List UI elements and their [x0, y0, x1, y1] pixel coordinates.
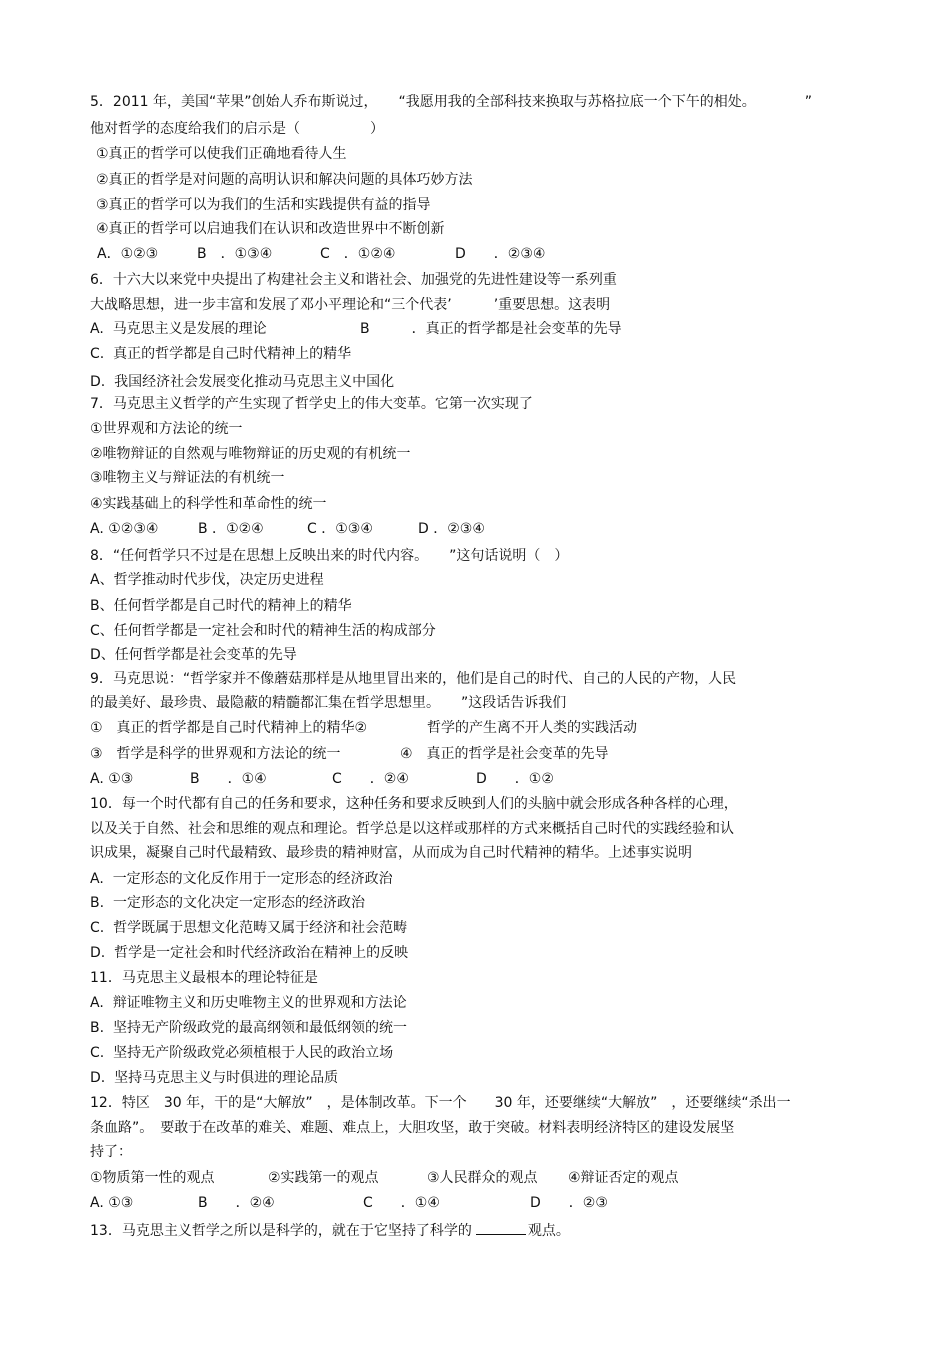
q9-statement-4: ④ 真正的哲学是社会变革的先导 — [400, 746, 609, 762]
option-label: A. — [90, 995, 104, 1011]
option-text: 辩证唯物主义和历史唯物主义的世界观和方法论 — [112, 995, 407, 1011]
option-text: ①③ — [108, 771, 134, 787]
option-label: C. — [90, 1045, 105, 1061]
option-label: C ． — [363, 1195, 415, 1211]
option-label: A． — [97, 246, 121, 262]
option-label: B ． — [360, 321, 426, 337]
option-text: 哲学是一定社会和时代经济政治在精神上的反映 — [114, 945, 409, 961]
option-text: 马克思主义是发展的理论 — [112, 321, 267, 337]
q5-option-a — [97, 245, 158, 263]
option-text: ①③④ — [335, 521, 373, 537]
q6-option-b — [360, 320, 622, 338]
option-label: A. — [90, 521, 104, 537]
option-text: ②④ — [383, 771, 409, 787]
q10-choice-a — [90, 870, 393, 888]
option-text: ①④ — [241, 771, 267, 787]
option-label: D ． — [455, 246, 508, 262]
option-label: C ． — [307, 521, 336, 537]
option-label: C ． — [332, 771, 384, 787]
q9-stem-line-1: 9．马克思说：“哲学家并不像蘑菇那样是从地里冒出来的，他们是自己的时代、自己的人民的产物，人民 — [90, 671, 737, 687]
q9-option-d — [476, 770, 554, 788]
q6-stem-line-2: 大战略思想，进一步丰富和发展了邓小平理论和“三个代表’ ’重要思想。这表明 — [90, 297, 611, 313]
option-text: ②③④ — [447, 521, 485, 537]
q5-statement-4: ④真正的哲学可以启迪我们在认识和改造世界中不断创新 — [96, 221, 445, 237]
q12-option-d — [530, 1194, 608, 1212]
q10-stem-line-2: 以及关于自然、社会和思维的观点和理论。哲学总是以这样或那样的方式来概括自己时代的实践经验和认 — [90, 821, 734, 837]
q12-option-a — [90, 1194, 133, 1212]
option-label: C. — [90, 920, 105, 936]
option-text: 坚持无产阶级政党必须植根于人民的政治立场 — [113, 1045, 394, 1061]
q12-statement-2: ②实践第一的观点 — [268, 1170, 379, 1186]
q8-choice-b: B、任何哲学都是自己时代的精神上的精华 — [90, 598, 352, 614]
q9-option-c — [332, 770, 409, 788]
option-label: A. — [90, 1195, 104, 1211]
option-text: ②③ — [582, 1195, 608, 1211]
option-label: B. — [90, 1020, 105, 1036]
q9-statement-3: ③ 哲学是科学的世界观和方法论的统一 — [90, 746, 341, 762]
answer-blank[interactable] — [476, 1220, 526, 1235]
q5-statement-2: ②真正的哲学是对问题的高明认识和解决问题的具体巧妙方法 — [96, 172, 473, 188]
q11-choice-a — [90, 994, 407, 1012]
option-text: ①④ — [414, 1195, 440, 1211]
q10-choice-b — [90, 894, 365, 912]
option-label: D. — [90, 374, 106, 390]
q9-statement-2: 哲学的产生离不开人类的实践活动 — [427, 720, 637, 736]
q7-option-d — [418, 520, 485, 538]
option-text: ①②④ — [226, 521, 264, 537]
option-text: ①③ — [108, 1195, 134, 1211]
q8-stem-line-1: 8．“任何哲学只不过是在思想上反映出来的时代内容。 ”这句话说明（ ） — [90, 548, 569, 564]
option-label: D. — [90, 1070, 106, 1086]
q11-choice-c — [90, 1044, 393, 1062]
q9-option-b — [190, 770, 267, 788]
option-label: C. — [90, 346, 105, 362]
q7-statement-4: ④实践基础上的科学性和革命性的统一 — [90, 496, 327, 512]
option-label: B. — [90, 895, 105, 911]
q11-choice-b — [90, 1019, 407, 1037]
q8-choice-a: A、哲学推动时代步伐，决定历史进程 — [90, 572, 324, 588]
q5-stem-line-1: 5．2011 年，美国“苹果”创始人乔布斯说过， “我愿用我的全部科技来换取与苏格拉底一个下午的相处。 ” — [90, 94, 812, 110]
q7-stem-line-1: 7．马克思主义哲学的产生实现了哲学史上的伟大变革。它第一次实现了 — [90, 396, 533, 412]
q12-option-c — [363, 1194, 440, 1212]
option-label: D ． — [418, 521, 448, 537]
q12-stem-line-3: 持了： — [90, 1144, 132, 1160]
option-label: A. — [90, 871, 104, 887]
option-label: B ． — [198, 521, 227, 537]
q12-statement-4: ④辩证否定的观点 — [568, 1170, 679, 1186]
q10-stem-line-3: 识成果，凝聚自己时代最精致、最珍贵的精神财富，从而成为自己时代精神的精华。上述事实说明 — [90, 845, 692, 861]
option-label: D. — [90, 945, 106, 961]
q6-option-d — [90, 373, 394, 391]
option-text: 坚持马克思主义与时俱进的理论品质 — [114, 1070, 339, 1086]
q5-statement-3: ③真正的哲学可以为我们的生活和实践提供有益的指导 — [96, 197, 431, 213]
q10-stem-line-1: 10．每一个时代都有自己的任务和要求，这种任务和要求反映到人们的头脑中就会形成各种各样的心理， — [90, 796, 738, 812]
q13-stem — [90, 1220, 570, 1240]
q8-choice-c: C、任何哲学都是一定社会和时代的精神生活的构成部分 — [90, 623, 436, 639]
option-text: ①③④ — [234, 246, 273, 262]
option-label: B ． — [190, 771, 242, 787]
q7-statement-2: ②唯物辩证的自然观与唯物辩证的历史观的有机统一 — [90, 446, 411, 462]
option-text: ②③④ — [507, 246, 546, 262]
q6-option-a — [90, 320, 267, 338]
q5-option-d — [455, 245, 545, 263]
q13-stem-before: 13．马克思主义哲学之所以是科学的，就在于它坚持了科学的 — [90, 1223, 472, 1239]
option-text: 哲学既属于思想文化范畴又属于经济和社会范畴 — [113, 920, 408, 936]
q12-option-b — [198, 1194, 275, 1212]
q7-option-c — [307, 520, 373, 538]
option-label: A. — [90, 321, 104, 337]
option-text: 一定形态的文化决定一定形态的经济政治 — [112, 895, 365, 911]
option-text: 坚持无产阶级政党的最高纲领和最低纲领的统一 — [112, 1020, 407, 1036]
option-text: ①② — [528, 771, 554, 787]
q9-statement-1: ① 真正的哲学都是自己时代精神上的精华② — [90, 720, 368, 736]
q8-choice-d: D、任何哲学都是社会变革的先导 — [90, 647, 297, 663]
q11-choice-d — [90, 1069, 338, 1087]
q10-choice-d — [90, 944, 408, 962]
q5-option-b — [197, 245, 272, 263]
q7-option-a — [90, 520, 158, 538]
option-label: D ． — [476, 771, 529, 787]
option-text: 我国经济社会发展变化推动马克思主义中国化 — [114, 374, 395, 390]
q10-choice-c — [90, 919, 407, 937]
q5-stem-line-2: 他对哲学的态度给我们的启示是（ ） — [90, 121, 384, 137]
option-label: D ． — [530, 1195, 583, 1211]
q7-option-b — [198, 520, 264, 538]
option-label: B ． — [198, 1195, 250, 1211]
q12-stem-line-1: 12．特区 30 年，干的是“大解放” ，是体制改革。下一个 30 年，还要继续“大解放” ，还要继续“杀出一 — [90, 1095, 791, 1111]
q12-statement-1: ①物质第一性的观点 — [90, 1170, 215, 1186]
option-text: ①②③ — [120, 246, 159, 262]
q6-option-c — [90, 345, 351, 363]
option-label: B ． — [197, 246, 235, 262]
q12-stem-line-2: 条血路”。 要敢于在改革的难关、难题、难点上，大胆攻坚，敢于突破。材料表明经济特区的建设发展坚 — [90, 1120, 735, 1136]
option-label: C ． — [320, 246, 358, 262]
q11-stem-line-1: 11．马克思主义最根本的理论特征是 — [90, 970, 318, 986]
q9-option-a — [90, 770, 133, 788]
option-text: 真正的哲学都是自己时代精神上的精华 — [113, 346, 352, 362]
q12-statement-3: ③人民群众的观点 — [427, 1170, 538, 1186]
q5-option-c — [320, 245, 395, 263]
q13-stem-after: 观点。 — [527, 1223, 570, 1239]
q6-stem-line-1: 6．十六大以来党中央提出了构建社会主义和谐社会、加强党的先进性建设等一系列重 — [90, 272, 617, 288]
q7-statement-3: ③唯物主义与辩证法的有机统一 — [90, 470, 285, 486]
option-text: 一定形态的文化反作用于一定形态的经济政治 — [112, 871, 393, 887]
option-text: ②④ — [249, 1195, 275, 1211]
q5-statement-1: ①真正的哲学可以使我们正确地看待人生 — [96, 146, 347, 162]
option-text: ①②③④ — [108, 521, 159, 537]
option-label: A. — [90, 771, 104, 787]
option-text: ①②④ — [357, 246, 396, 262]
option-text: 真正的哲学都是社会变革的先导 — [425, 321, 622, 337]
q7-statement-1: ①世界观和方法论的统一 — [90, 421, 243, 437]
q9-stem-line-2: 的最美好、最珍贵、最隐蔽的精髓都汇集在哲学思想里。 ”这段话告诉我们 — [90, 695, 567, 711]
